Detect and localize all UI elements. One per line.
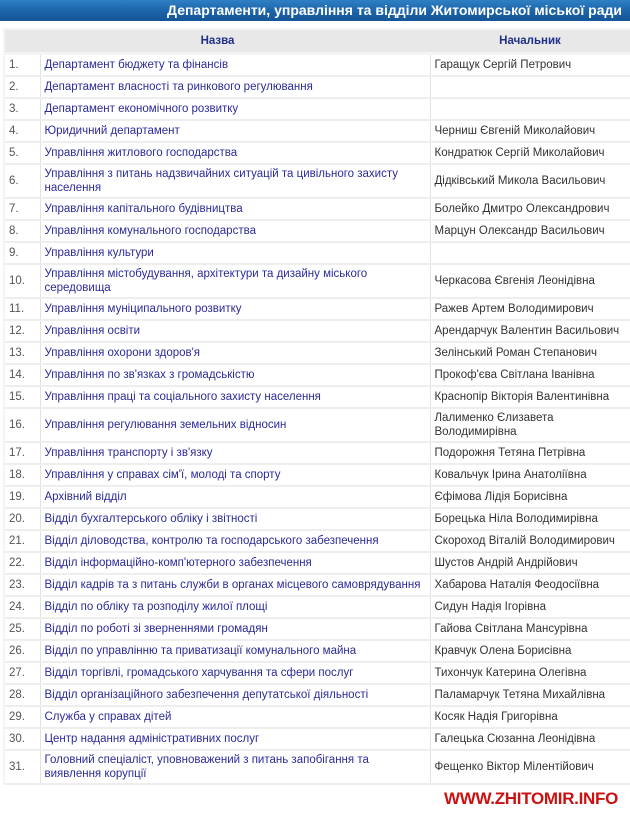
department-name-cell (40, 364, 430, 386)
department-head-cell: Паламарчук Тетяна Михайлівна (430, 684, 630, 706)
department-head-cell: Косяк Надія Григорівна (430, 706, 630, 728)
table-row (5, 220, 630, 242)
row-number: 24. (5, 596, 40, 618)
department-head-cell: Кондратюк Сергій Миколайович (430, 142, 630, 164)
row-number: 31. (5, 750, 40, 784)
table-row (5, 164, 630, 198)
department-name-cell (40, 728, 430, 750)
department-name-cell (40, 164, 430, 198)
department-link[interactable]: Юридичний департамент (44, 125, 180, 137)
row-number: 23. (5, 574, 40, 596)
row-number: 2. (5, 76, 40, 98)
department-head-cell: Подорожня Тетяна Петрівна (430, 442, 630, 464)
department-name-cell (40, 220, 430, 242)
table-row (5, 750, 630, 784)
row-number: 6. (5, 164, 40, 198)
table-row (5, 662, 630, 684)
table-row (5, 198, 630, 220)
department-head-cell (430, 98, 630, 120)
department-link[interactable]: Управління транспорту і зв'язку (44, 447, 213, 459)
department-link[interactable]: Відділ діловодства, контролю та господарського забезпечення (44, 535, 379, 547)
department-name-cell (40, 640, 430, 662)
department-link[interactable]: Управління з питань надзвичайних ситуацій та цивільного захисту населення (44, 168, 398, 194)
table-row (5, 142, 630, 164)
table-row (5, 342, 630, 364)
department-name-cell (40, 596, 430, 618)
row-number: 4. (5, 120, 40, 142)
row-number: 3. (5, 98, 40, 120)
department-head-cell: Єфімова Лідія Борисівна (430, 486, 630, 508)
table-row (5, 508, 630, 530)
department-name-cell (40, 320, 430, 342)
table-row (5, 242, 630, 264)
department-head-cell (430, 76, 630, 98)
table-row (5, 640, 630, 662)
row-number: 8. (5, 220, 40, 242)
department-link[interactable]: Управління містобудування, архітектури та дизайну міського середовища (44, 268, 368, 294)
department-link[interactable]: Департамент власності та ринкового регулювання (44, 81, 313, 93)
department-link[interactable]: Управління житлового господарства (44, 147, 238, 159)
table-row (5, 76, 630, 98)
department-link[interactable]: Головний спеціаліст, уповноважений з питань запобігання та виявлення корупції (44, 754, 369, 780)
table-row (5, 386, 630, 408)
row-number: 20. (5, 508, 40, 530)
department-head-cell: Арендарчук Валентин Васильович (430, 320, 630, 342)
departments-table (5, 30, 630, 785)
department-name-cell (40, 464, 430, 486)
table-row (5, 618, 630, 640)
department-link[interactable]: Відділ бухгалтерського обліку і звітності (44, 513, 258, 525)
department-name-cell (40, 242, 430, 264)
department-link[interactable]: Служба у справах дітей (44, 711, 172, 723)
department-link[interactable]: Департамент економічного розвитку (44, 103, 239, 115)
row-number: 11. (5, 298, 40, 320)
table-row (5, 596, 630, 618)
department-link[interactable]: Відділ торгівлі, громадського харчування та сфери послуг (44, 667, 354, 679)
department-head-cell: Черниш Євгеній Миколайович (430, 120, 630, 142)
department-name-cell (40, 408, 430, 442)
row-number: 16. (5, 408, 40, 442)
row-number: 29. (5, 706, 40, 728)
department-name-cell (40, 198, 430, 220)
row-number: 5. (5, 142, 40, 164)
table-row (5, 684, 630, 706)
table-body (5, 54, 630, 785)
table-row (5, 320, 630, 342)
department-link[interactable]: Відділ кадрів та з питань служби в органах місцевого самоврядування (44, 579, 421, 591)
department-head-cell (430, 242, 630, 264)
table-row (5, 408, 630, 442)
department-name-cell (40, 442, 430, 464)
department-head-cell: Фещенко Віктор Мілентійович (430, 750, 630, 784)
department-head-cell: Лалименко Єлизавета Володимирівна (430, 408, 630, 442)
row-number: 25. (5, 618, 40, 640)
row-number: 15. (5, 386, 40, 408)
row-number: 26. (5, 640, 40, 662)
department-head-cell: Марцун Олександр Васильович (430, 220, 630, 242)
departments-table-container (3, 28, 630, 785)
department-name-cell (40, 486, 430, 508)
table-row (5, 364, 630, 386)
table-row (5, 442, 630, 464)
table-row (5, 486, 630, 508)
department-link[interactable]: Управління культури (44, 247, 154, 259)
department-name-cell (40, 662, 430, 684)
department-name-cell (40, 98, 430, 120)
department-head-cell: Болейко Дмитро Олександрович (430, 198, 630, 220)
table-row (5, 298, 630, 320)
department-link[interactable]: Відділ інформаційно-комп'ютерного забезпечення (44, 557, 312, 569)
row-number: 10. (5, 264, 40, 298)
department-head-cell: Гаращук Сергій Петрович (430, 54, 630, 77)
column-header-head: Начальник (430, 30, 630, 54)
row-number: 19. (5, 486, 40, 508)
department-head-cell: Сидун Надія Ігорівна (430, 596, 630, 618)
department-name-cell (40, 574, 430, 596)
table-row (5, 54, 630, 77)
watermark-strip (0, 785, 630, 815)
row-number: 17. (5, 442, 40, 464)
table-row (5, 530, 630, 552)
department-head-cell: Борецька Ніла Володимирівна (430, 508, 630, 530)
department-name-cell (40, 684, 430, 706)
department-head-cell: Шустов Андрій Андрійович (430, 552, 630, 574)
department-link[interactable]: Управління муніципального розвитку (44, 303, 242, 315)
table-row (5, 120, 630, 142)
table-row (5, 706, 630, 728)
table-row (5, 98, 630, 120)
department-link[interactable]: Відділ організаційного забезпечення депутатської діяльності (44, 689, 369, 701)
department-head-cell: Гайова Світлана Мансурівна (430, 618, 630, 640)
department-name-cell (40, 618, 430, 640)
row-number: 1. (5, 54, 40, 77)
department-link[interactable]: Управління охорони здоров'я (44, 347, 201, 359)
department-link[interactable]: Управління праці та соціального захисту населення (44, 391, 321, 403)
department-name-cell (40, 706, 430, 728)
row-number: 14. (5, 364, 40, 386)
department-name-cell (40, 342, 430, 364)
department-name-cell (40, 54, 430, 77)
department-head-cell: Галецька Сюзанна Леонідівна (430, 728, 630, 750)
department-name-cell (40, 120, 430, 142)
department-link[interactable]: Відділ по управлінню та приватизації комунального майна (44, 645, 357, 657)
table-row (5, 552, 630, 574)
table-row (5, 574, 630, 596)
department-link[interactable]: Управління освіти (44, 325, 141, 337)
department-head-cell: Тихончук Катерина Олегівна (430, 662, 630, 684)
department-name-cell (40, 750, 430, 784)
row-number: 12. (5, 320, 40, 342)
department-name-cell (40, 264, 430, 298)
department-head-cell: Ражев Артем Володимирович (430, 298, 630, 320)
site-watermark: WWW.ZHITOMIR.INFO (444, 789, 618, 808)
row-number: 7. (5, 198, 40, 220)
department-head-cell: Скороход Віталій Володимирович (430, 530, 630, 552)
department-link[interactable]: Управління по зв'язках з громадськістю (44, 369, 255, 381)
department-link[interactable]: Управління у справах сім'ї, молоді та спорту (44, 469, 281, 481)
department-head-cell: Прокоф'єва Світлана Іванівна (430, 364, 630, 386)
page-banner (0, 0, 630, 21)
department-head-cell: Кравчук Олена Борисівна (430, 640, 630, 662)
row-number: 28. (5, 684, 40, 706)
department-link[interactable]: Департамент бюджету та фінансів (44, 59, 229, 71)
table-header-row (5, 30, 630, 54)
row-number: 30. (5, 728, 40, 750)
department-name-cell (40, 298, 430, 320)
row-number: 9. (5, 242, 40, 264)
department-link[interactable]: Управління капітального будівництва (44, 203, 243, 215)
department-name-cell (40, 142, 430, 164)
department-head-cell: Черкасова Євгенія Леонідівна (430, 264, 630, 298)
department-name-cell (40, 530, 430, 552)
row-number: 27. (5, 662, 40, 684)
department-name-cell (40, 508, 430, 530)
department-name-cell (40, 386, 430, 408)
department-link[interactable]: Відділ по обліку та розподілу жилої площі (44, 601, 268, 613)
row-number: 21. (5, 530, 40, 552)
department-name-cell (40, 552, 430, 574)
row-number: 18. (5, 464, 40, 486)
department-link[interactable]: Управління комунального господарства (44, 225, 256, 237)
department-head-cell: Зелінський Роман Степанович (430, 342, 630, 364)
table-row (5, 728, 630, 750)
banner-title: Департаменти, управління та відділи Житомирської міської ради (167, 2, 622, 18)
department-link[interactable]: Архівний відділ (44, 491, 127, 503)
department-head-cell: Дідківський Микола Васильович (430, 164, 630, 198)
table-row (5, 464, 630, 486)
department-head-cell: Хабарова Наталія Феодосіївна (430, 574, 630, 596)
department-head-cell: Краснопір Вікторія Валентинівна (430, 386, 630, 408)
column-header-name: Назва (5, 30, 430, 54)
department-head-cell: Ковальчук Ірина Анатоліївна (430, 464, 630, 486)
department-link[interactable]: Центр надання адміністративних послуг (44, 733, 260, 745)
table-row (5, 264, 630, 298)
department-link[interactable]: Управління регулювання земельних відносин (44, 419, 287, 431)
row-number: 22. (5, 552, 40, 574)
department-name-cell (40, 76, 430, 98)
department-link[interactable]: Відділ по роботі зі зверненнями громадян (44, 623, 268, 635)
row-number: 13. (5, 342, 40, 364)
